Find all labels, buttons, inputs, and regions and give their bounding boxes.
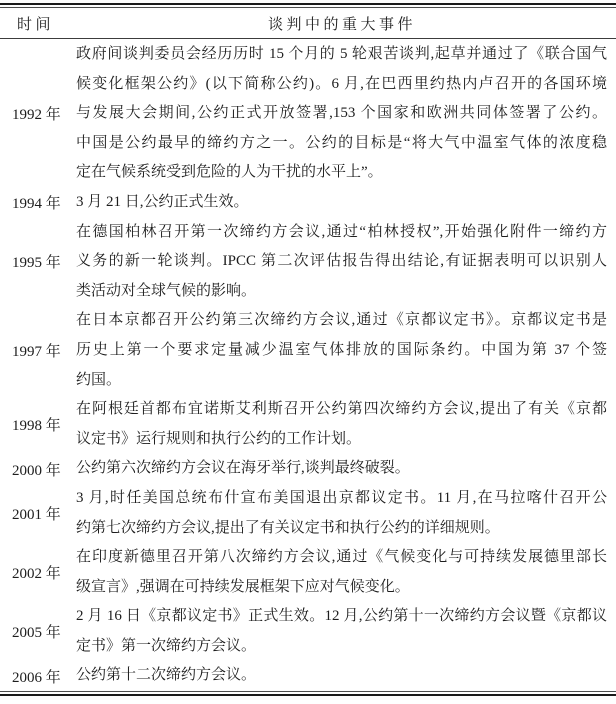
year-cell: 1992 年: [12, 107, 61, 124]
year-cell: 1997 年: [12, 344, 61, 361]
event-line: 约第七次缔约方会议,提出了有关议定书和执行公约的详细规则。: [76, 519, 500, 536]
event-line: 义务的新一轮谈判。IPCC 第二次评估报告得出结论,有证据表明可以识别人: [76, 253, 607, 270]
table-row-1995: [0, 218, 616, 307]
event-line: 级宣言》,强调在可持续发展框架下应对气候变化。: [76, 578, 410, 595]
table-row-2002: [0, 543, 616, 602]
column-header-event: 谈判中的重大事件: [267, 16, 416, 33]
event-cell: [76, 40, 616, 188]
event-cell: [76, 661, 616, 691]
table-top-rule-thick: [0, 3, 616, 5]
year-cell: 2005 年: [12, 625, 61, 642]
event-cell: [76, 454, 616, 484]
event-line: 在德国柏林召开第一次缔约方会议,通过“柏林授权”,开始强化附件一缔约方: [76, 223, 607, 240]
event-line: 政府间谈判委员会经历历时 15 个月的 5 轮艰苦谈判,起草并通过了《联合国气: [76, 46, 607, 62]
event-line: 3 月,时任美国总统布什宣布美国退出京都议定书。11 月,在马拉喀什召开公: [76, 489, 607, 506]
year-cell: 2001 年: [12, 507, 61, 523]
event-cell: [76, 543, 616, 602]
table-header-row: [0, 8, 616, 38]
table-row-1992: [0, 40, 616, 188]
event-line: 候变化框架公约》(以下简称公约)。6 月,在巴西里约热内卢召开的各国环境: [76, 75, 607, 92]
table-row-1994: [0, 188, 616, 218]
event-line: 公约第六次缔约方会议在海牙举行,谈判最终破裂。: [76, 460, 410, 477]
event-line: 历史上第一个要求定量减少温室气体排放的国际条约。中国为第 37 个签: [76, 341, 607, 358]
event-line: 在日本京都召开公约第三次缔约方会议,通过《京都议定书》。京都议定书是: [76, 312, 607, 329]
event-line: 2 月 16 日《京都议定书》正式生效。12 月,公约第十一次缔约方会议暨《京都议: [76, 608, 607, 625]
event-line: 定在气候系统受到危险的人为干扰的水平上”。: [76, 164, 383, 181]
event-line: 在印度新德里召开第八次缔约方会议,通过《气候变化与可持续发展德里部长: [76, 549, 607, 566]
year-cell: 1994 年: [12, 196, 61, 213]
year-cell: 1995 年: [12, 255, 61, 272]
table-row-1997: [0, 306, 616, 395]
table-row-2000: [0, 454, 616, 484]
event-line: 3 月 21 日,公约正式生效。: [76, 193, 249, 210]
table-bottom-rule-thick: [0, 694, 616, 696]
event-line: 议定书》运行规则和执行公约的工作计划。: [76, 430, 362, 447]
event-cell: [76, 218, 616, 307]
event-cell: [76, 306, 616, 395]
column-header-time: 时间: [17, 16, 55, 33]
year-cell: 2000 年: [12, 462, 61, 479]
event-line: 类活动对全球气候的影响。: [76, 282, 257, 299]
year-cell: 2006 年: [12, 669, 61, 686]
table-row-2005: [0, 602, 616, 661]
event-line: 定书》第一次缔约方会议。: [76, 637, 257, 654]
event-cell: [76, 602, 616, 661]
event-line: 与发展大会期间,公约正式开放签署,153 个国家和欧洲共同体签署了公约。: [76, 105, 607, 122]
event-cell: [76, 484, 616, 543]
table-body: [0, 39, 616, 691]
event-cell: [76, 188, 616, 218]
event-line: 公约第十二次缔约方会议。: [76, 667, 257, 684]
table-row-2001: [0, 484, 616, 543]
event-line: 在阿根廷首都布宜诺斯艾利斯召开公约第四次缔约方会议,提出了有关《京都: [76, 401, 607, 418]
table-row-2006: [0, 661, 616, 691]
year-cell: 2002 年: [12, 566, 61, 583]
event-cell: [76, 395, 616, 454]
year-cell: 1998 年: [12, 418, 61, 435]
table-bottom-rule-thin: [0, 691, 616, 692]
event-line: 中国是公约最早的缔约方之一。公约的目标是“将大气中温室气体的浓度稳: [76, 134, 607, 151]
table-row-1998: [0, 395, 616, 454]
event-line: 约国。: [76, 371, 122, 388]
